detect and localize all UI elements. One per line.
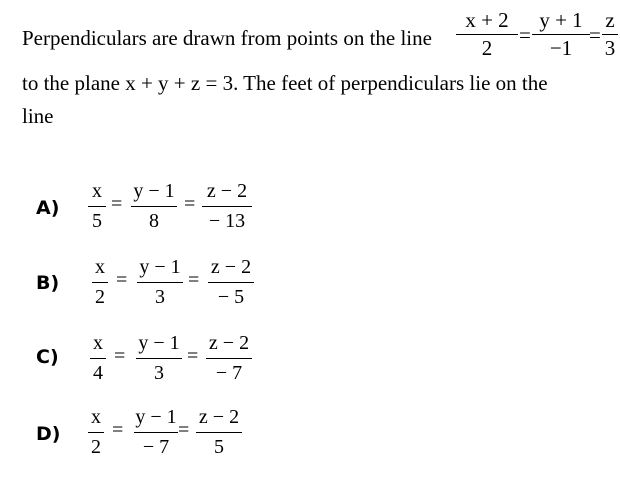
numerator: y − 1 (139, 256, 181, 278)
equals-sign: = (519, 23, 531, 47)
option-fraction-z (208, 256, 254, 309)
question-intro: Perpendiculars are drawn from points on the line (22, 26, 432, 50)
equals-sign: = (178, 419, 190, 441)
denominator: − 13 (208, 210, 246, 232)
option-label: D) (36, 423, 61, 445)
fraction-bar (90, 358, 106, 359)
denominator: 3 (154, 362, 164, 384)
equals-sign: = (188, 269, 200, 291)
option-a[interactable] (0, 180, 620, 244)
denominator: − 5 (217, 286, 245, 308)
option-fraction-y (134, 406, 178, 459)
question-line-3: line (22, 104, 54, 128)
line-eq-y-denominator: −1 (549, 36, 573, 60)
fraction-bar (456, 34, 518, 35)
numerator: z − 2 (206, 180, 248, 202)
option-d[interactable] (0, 406, 620, 470)
option-b[interactable] (0, 256, 620, 320)
fraction-bar (137, 282, 183, 283)
option-fraction-y (131, 180, 177, 233)
line-eq-z-denominator: 3 (604, 36, 616, 60)
equals-sign: = (187, 345, 199, 367)
question-line-2: to the plane x + y + z = 3. The feet of perpendiculars lie on the (22, 71, 548, 95)
option-label: C) (36, 346, 59, 368)
denominator: 8 (149, 210, 159, 232)
denominator: 5 (214, 436, 224, 458)
option-fraction-x (90, 332, 106, 385)
question-line-1 (22, 8, 616, 64)
fraction-bar (206, 358, 252, 359)
fraction-bar (208, 282, 254, 283)
numerator: z − 2 (208, 332, 250, 354)
numerator: y − 1 (135, 406, 177, 428)
numerator: y − 1 (138, 332, 180, 354)
fraction-bar (136, 358, 182, 359)
option-fraction-y (137, 256, 183, 309)
option-label: A) (36, 197, 60, 219)
fraction-bar (88, 432, 104, 433)
option-fraction-x (92, 256, 108, 309)
option-fraction-z (206, 332, 252, 385)
fraction-bar (92, 282, 108, 283)
option-fraction-y (136, 332, 182, 385)
denominator: 4 (93, 362, 103, 384)
fraction-bar (88, 206, 106, 207)
line-eq-x-numerator: x + 2 (465, 8, 509, 32)
equals-sign: = (112, 419, 124, 441)
numerator: z − 2 (198, 406, 240, 428)
equals-sign: = (111, 193, 123, 215)
equals-sign: = (184, 193, 196, 215)
fraction-bar (196, 432, 242, 433)
line-eq-y-numerator: y + 1 (539, 8, 583, 32)
fraction-bar (602, 34, 618, 35)
fraction-bar (134, 432, 178, 433)
fraction-bar (532, 34, 590, 35)
option-fraction-z (196, 406, 242, 459)
equals-sign: = (114, 345, 126, 367)
line-eq-x-denominator: 2 (481, 36, 493, 60)
numerator: x (95, 256, 105, 278)
denominator: 2 (95, 286, 105, 308)
denominator: 2 (91, 436, 101, 458)
denominator: 5 (92, 210, 102, 232)
numerator: x (92, 180, 102, 202)
fraction-bar (202, 206, 252, 207)
equals-sign: = (116, 269, 128, 291)
option-label: B) (36, 272, 60, 294)
denominator: − 7 (142, 436, 170, 458)
option-fraction-x (88, 180, 106, 233)
line-eq-fraction-x (456, 10, 518, 59)
line-eq-fraction-z (602, 10, 618, 59)
numerator: x (91, 406, 101, 428)
equals-sign: = (589, 23, 601, 47)
denominator: 3 (155, 286, 165, 308)
line-eq-z-numerator: z (605, 8, 615, 32)
option-c[interactable] (0, 332, 620, 396)
denominator: − 7 (215, 362, 243, 384)
option-fraction-x (88, 406, 104, 459)
line-eq-fraction-y (532, 10, 590, 59)
numerator: x (93, 332, 103, 354)
option-fraction-z (202, 180, 252, 233)
numerator: y − 1 (133, 180, 175, 202)
fraction-bar (131, 206, 177, 207)
numerator: z − 2 (210, 256, 252, 278)
